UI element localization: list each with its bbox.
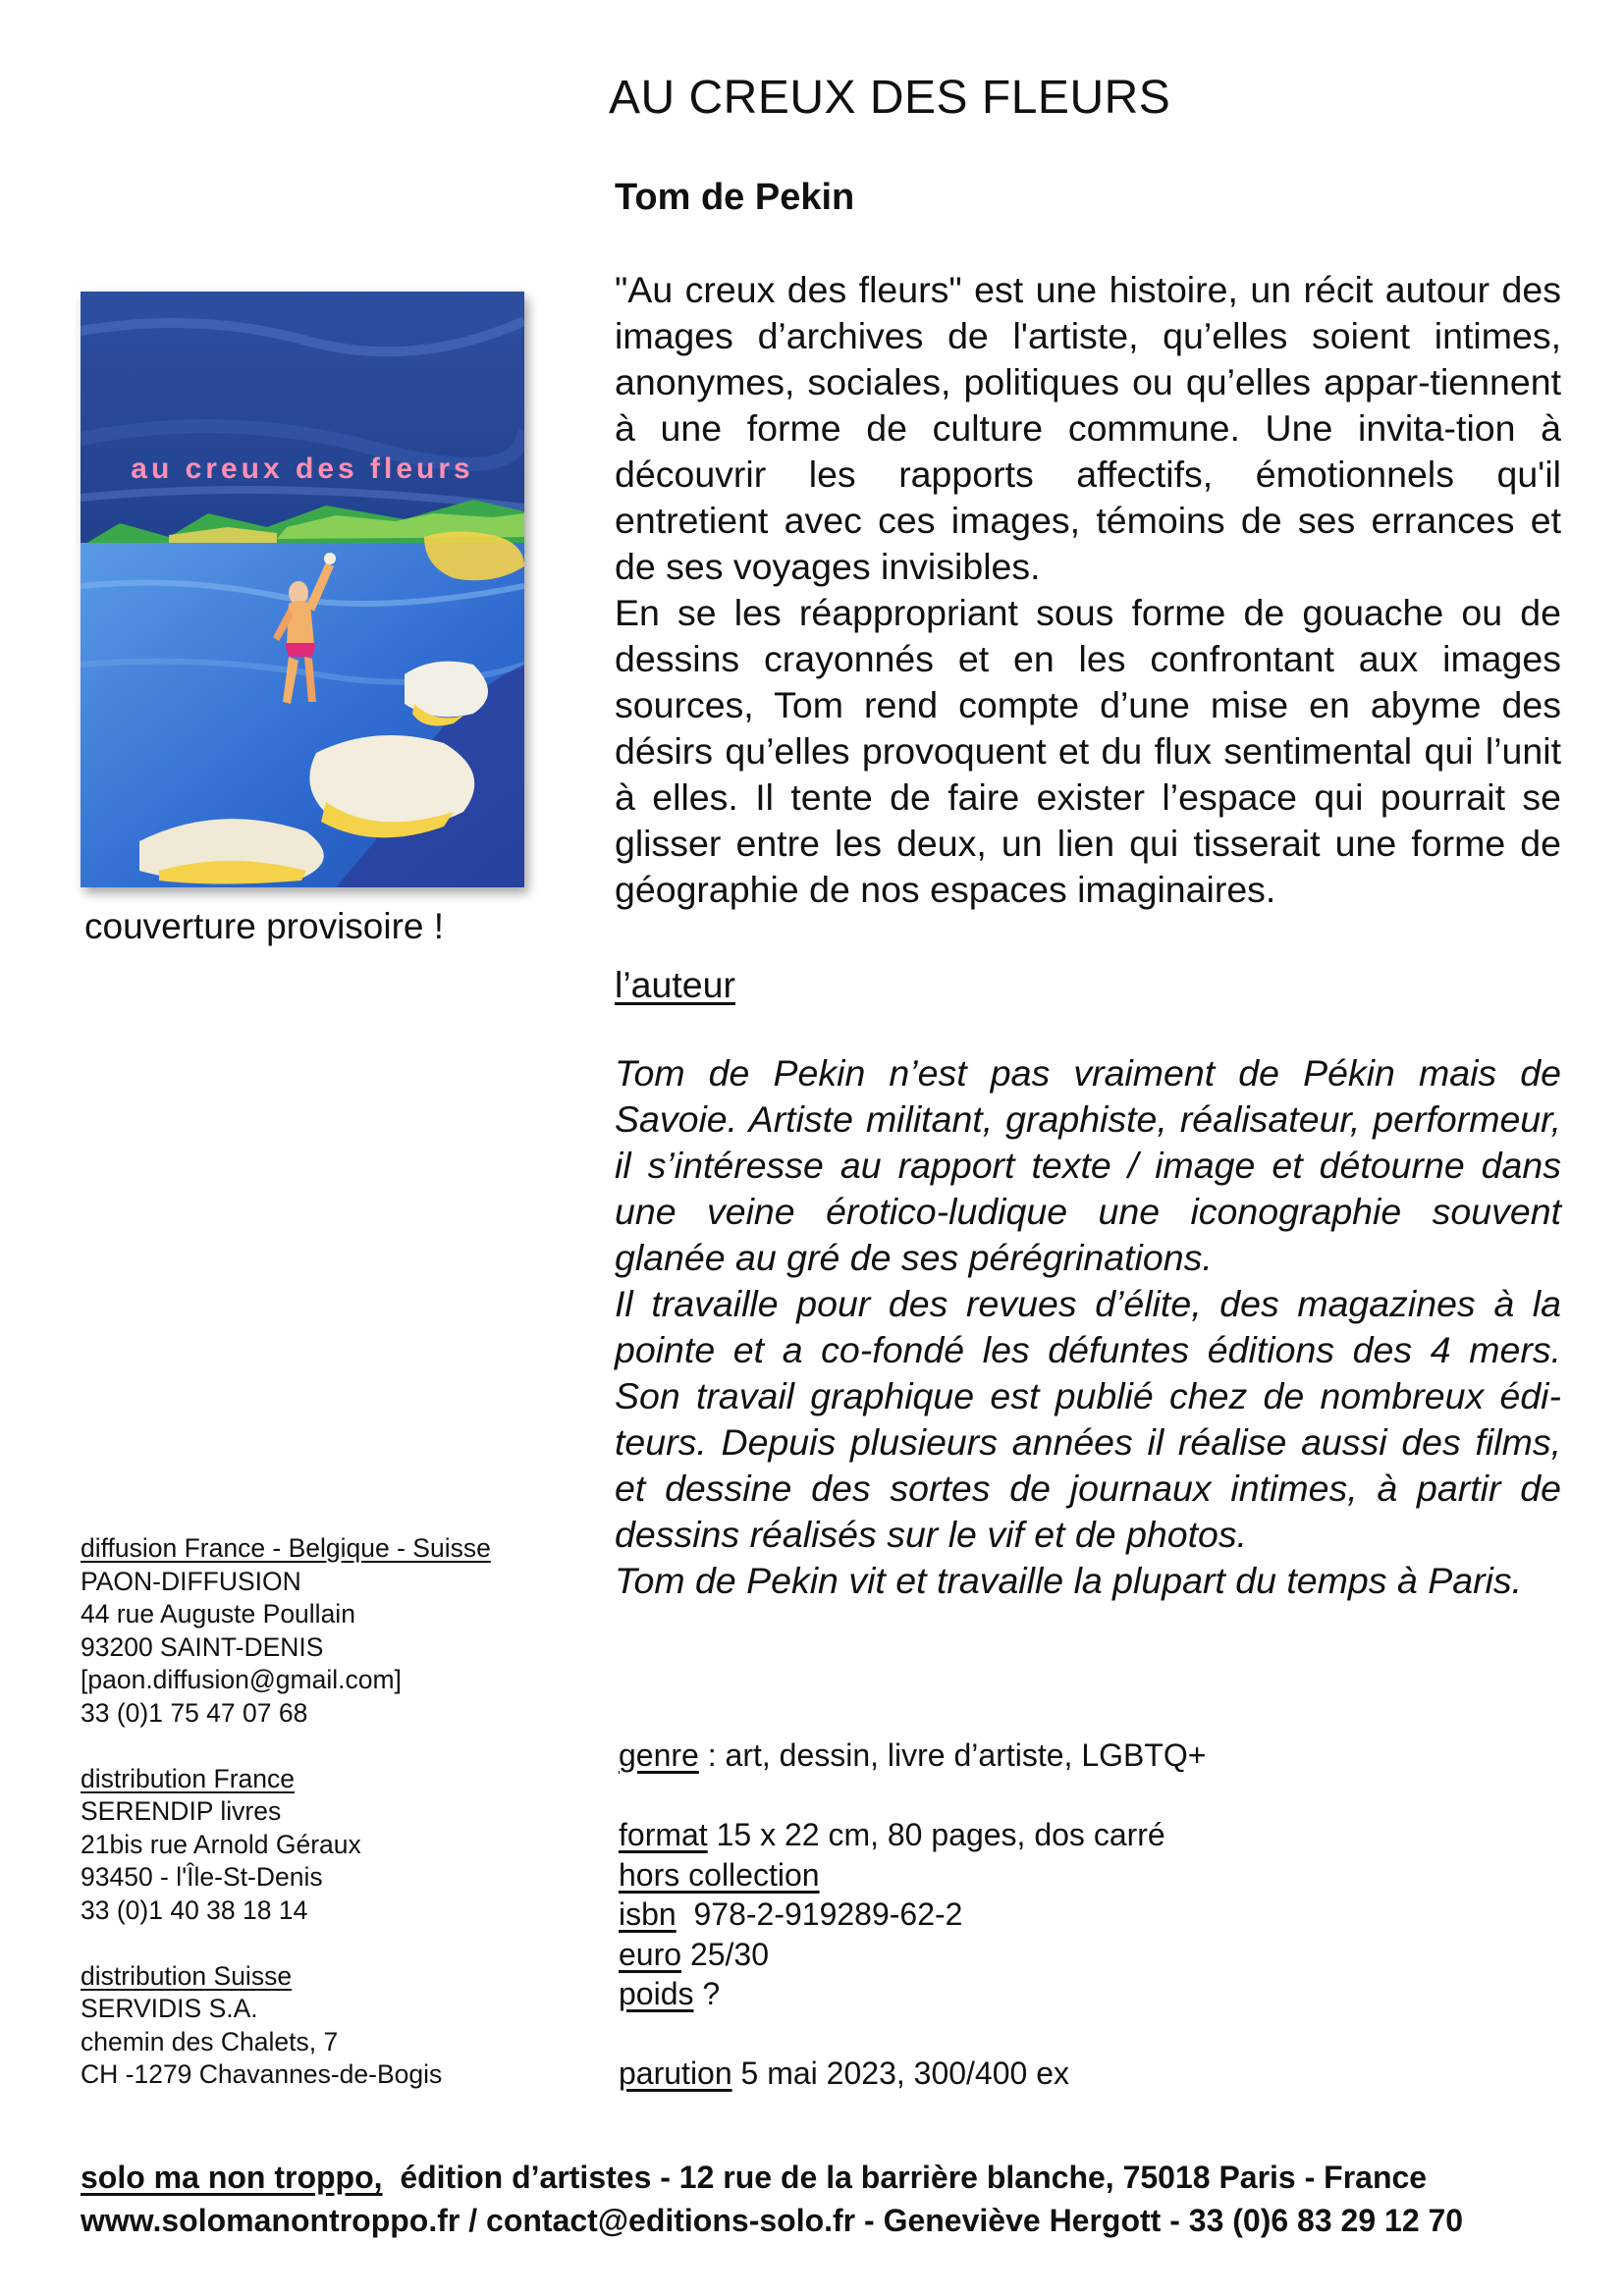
cover-painting	[81, 292, 524, 887]
spec-format	[619, 1815, 1581, 1855]
cover-title-text: au creux des fleurs	[131, 453, 474, 485]
phone-line: 33 (0)1 75 47 07 68	[81, 1697, 308, 1728]
spec-value: 15 x 22 cm, 80 pages, dos carré	[707, 1817, 1165, 1852]
distribution-heading: distribution Suisse	[81, 1960, 293, 1991]
publisher-footer	[81, 2156, 1563, 2242]
spec-release	[619, 2054, 1581, 2094]
address-line: PAON-DIFFUSION	[81, 1566, 301, 1596]
distribution-block	[81, 1532, 591, 1730]
address-line: chemin des Chalets, 7	[81, 2026, 339, 2056]
address-line: CH -1279 Chavannes-de-Bogis	[81, 2059, 443, 2089]
publisher-address: édition d’artistes - 12 rue de la barrière blanche, 75018 Paris - France	[382, 2160, 1428, 2195]
cover-caption: couverture provisoire !	[84, 906, 445, 946]
spec-collection	[619, 1855, 1581, 1896]
spec-value: 25/30	[681, 1936, 770, 1972]
author-section-heading: l’auteur	[615, 964, 735, 1005]
book-cover-image	[81, 292, 524, 887]
spec-value: 5 mai 2023, 300/400 ex	[731, 2056, 1069, 2091]
spec-weight	[619, 1974, 1581, 2014]
bio-paragraph: Tom de Pekin n’est pas vraiment de Pékin mais de Savoie. Artiste militant, graphiste, réalisateur, performeur, il s’intéresse au rapport texte / image et détourne dans une veine érotico-ludique une iconographie souvent glanée au gré de ses pérégrinations.	[615, 1052, 1561, 1278]
spec-value: ?	[693, 1976, 721, 2011]
description-paragraph: "Au creux des fleurs" est une histoire, un récit autour des images d’archives de l'artiste, qu’elles soient intimes, anonymes, sociales, politiques ou qu’elles appar-tiennent à une forme de culture commune. Une invita-tion à découvrir les rapports affectifs, émotionnels qu'il entretient avec ces images, témoins de ses errances et de ses voyages invisibles.	[615, 269, 1561, 587]
spec-genre	[619, 1735, 1581, 1776]
address-line: SERENDIP livres	[81, 1796, 282, 1826]
spec-label: hors collection	[619, 1856, 820, 1893]
distribution-heading: distribution France	[81, 1763, 295, 1793]
description-paragraph: En se les réappropriant sous forme de gouache ou de dessins crayonnés et en les confrontant aux images sources, Tom rend compte d’une mise en abyme des désirs qu’elles provoquent et du flux sentimental qui l’unit à elles. Il tente de faire exister l’espace qui pourrait se glisser entre les deux, un lien qui tisserait une forme de géographie de nos espaces imaginaires.	[615, 592, 1561, 910]
page-title: AU CREUX DES FLEURS	[609, 72, 1171, 124]
bio-paragraph: Tom de Pekin vit et travaille la plupart du temps à Paris.	[615, 1560, 1523, 1601]
address-line: 21bis rue Arnold Géraux	[81, 1829, 361, 1859]
address-line: 44 rue Auguste Poullain	[81, 1599, 355, 1629]
bio-paragraph: Il travaille pour des revues d’élite, des magazines à la pointe et a co-fondé les défuntes éditions des 4 mers. Son travail graphique est publié chez de nombreux édi-teurs. Depuis plusieurs années il réalise aussi des films, et dessine des sortes de journaux intimes, à partir de dessins réalisés sur le vif et de photos.	[615, 1283, 1561, 1555]
spec-isbn	[619, 1895, 1581, 1935]
spec-label: parution	[619, 2056, 732, 2091]
spec-value: : art, dessin, livre d’artiste, LGBTQ+	[698, 1737, 1207, 1773]
distribution-block	[81, 1960, 591, 2092]
spec-label: genre	[619, 1737, 699, 1773]
spec-label: isbn	[619, 1896, 677, 1932]
spec-price	[619, 1935, 1581, 1975]
address-line: 93450 - l'Île-St-Denis	[81, 1862, 323, 1892]
distribution-heading: diffusion France - Belgique - Suisse	[81, 1533, 491, 1563]
distribution-info	[81, 1532, 591, 2092]
spec-label: euro	[619, 1936, 682, 1972]
address-line: SERVIDIS S.A.	[81, 1994, 258, 2023]
footer-contact: www.solomanontroppo.fr / contact@editions-solo.fr - Geneviève Hergott - 33 (0)6 83 29 12 70	[81, 2203, 1464, 2238]
book-description	[615, 267, 1561, 913]
email-line: [paon.diffusion@gmail.com]	[81, 1665, 402, 1694]
distribution-block	[81, 1763, 591, 1928]
author-name: Tom de Pekin	[615, 177, 855, 218]
spec-label: poids	[619, 1976, 694, 2011]
publisher-name: solo ma non troppo,	[81, 2160, 383, 2195]
address-line: 93200 SAINT-DENIS	[81, 1631, 324, 1662]
author-biography	[615, 1050, 1561, 1604]
phone-line: 33 (0)1 40 38 18 14	[81, 1895, 308, 1925]
book-specs	[619, 1735, 1581, 2094]
spec-value: 978-2-919289-62-2	[676, 1896, 963, 1932]
footer-line	[81, 2156, 1563, 2199]
spec-label: format	[619, 1817, 708, 1852]
